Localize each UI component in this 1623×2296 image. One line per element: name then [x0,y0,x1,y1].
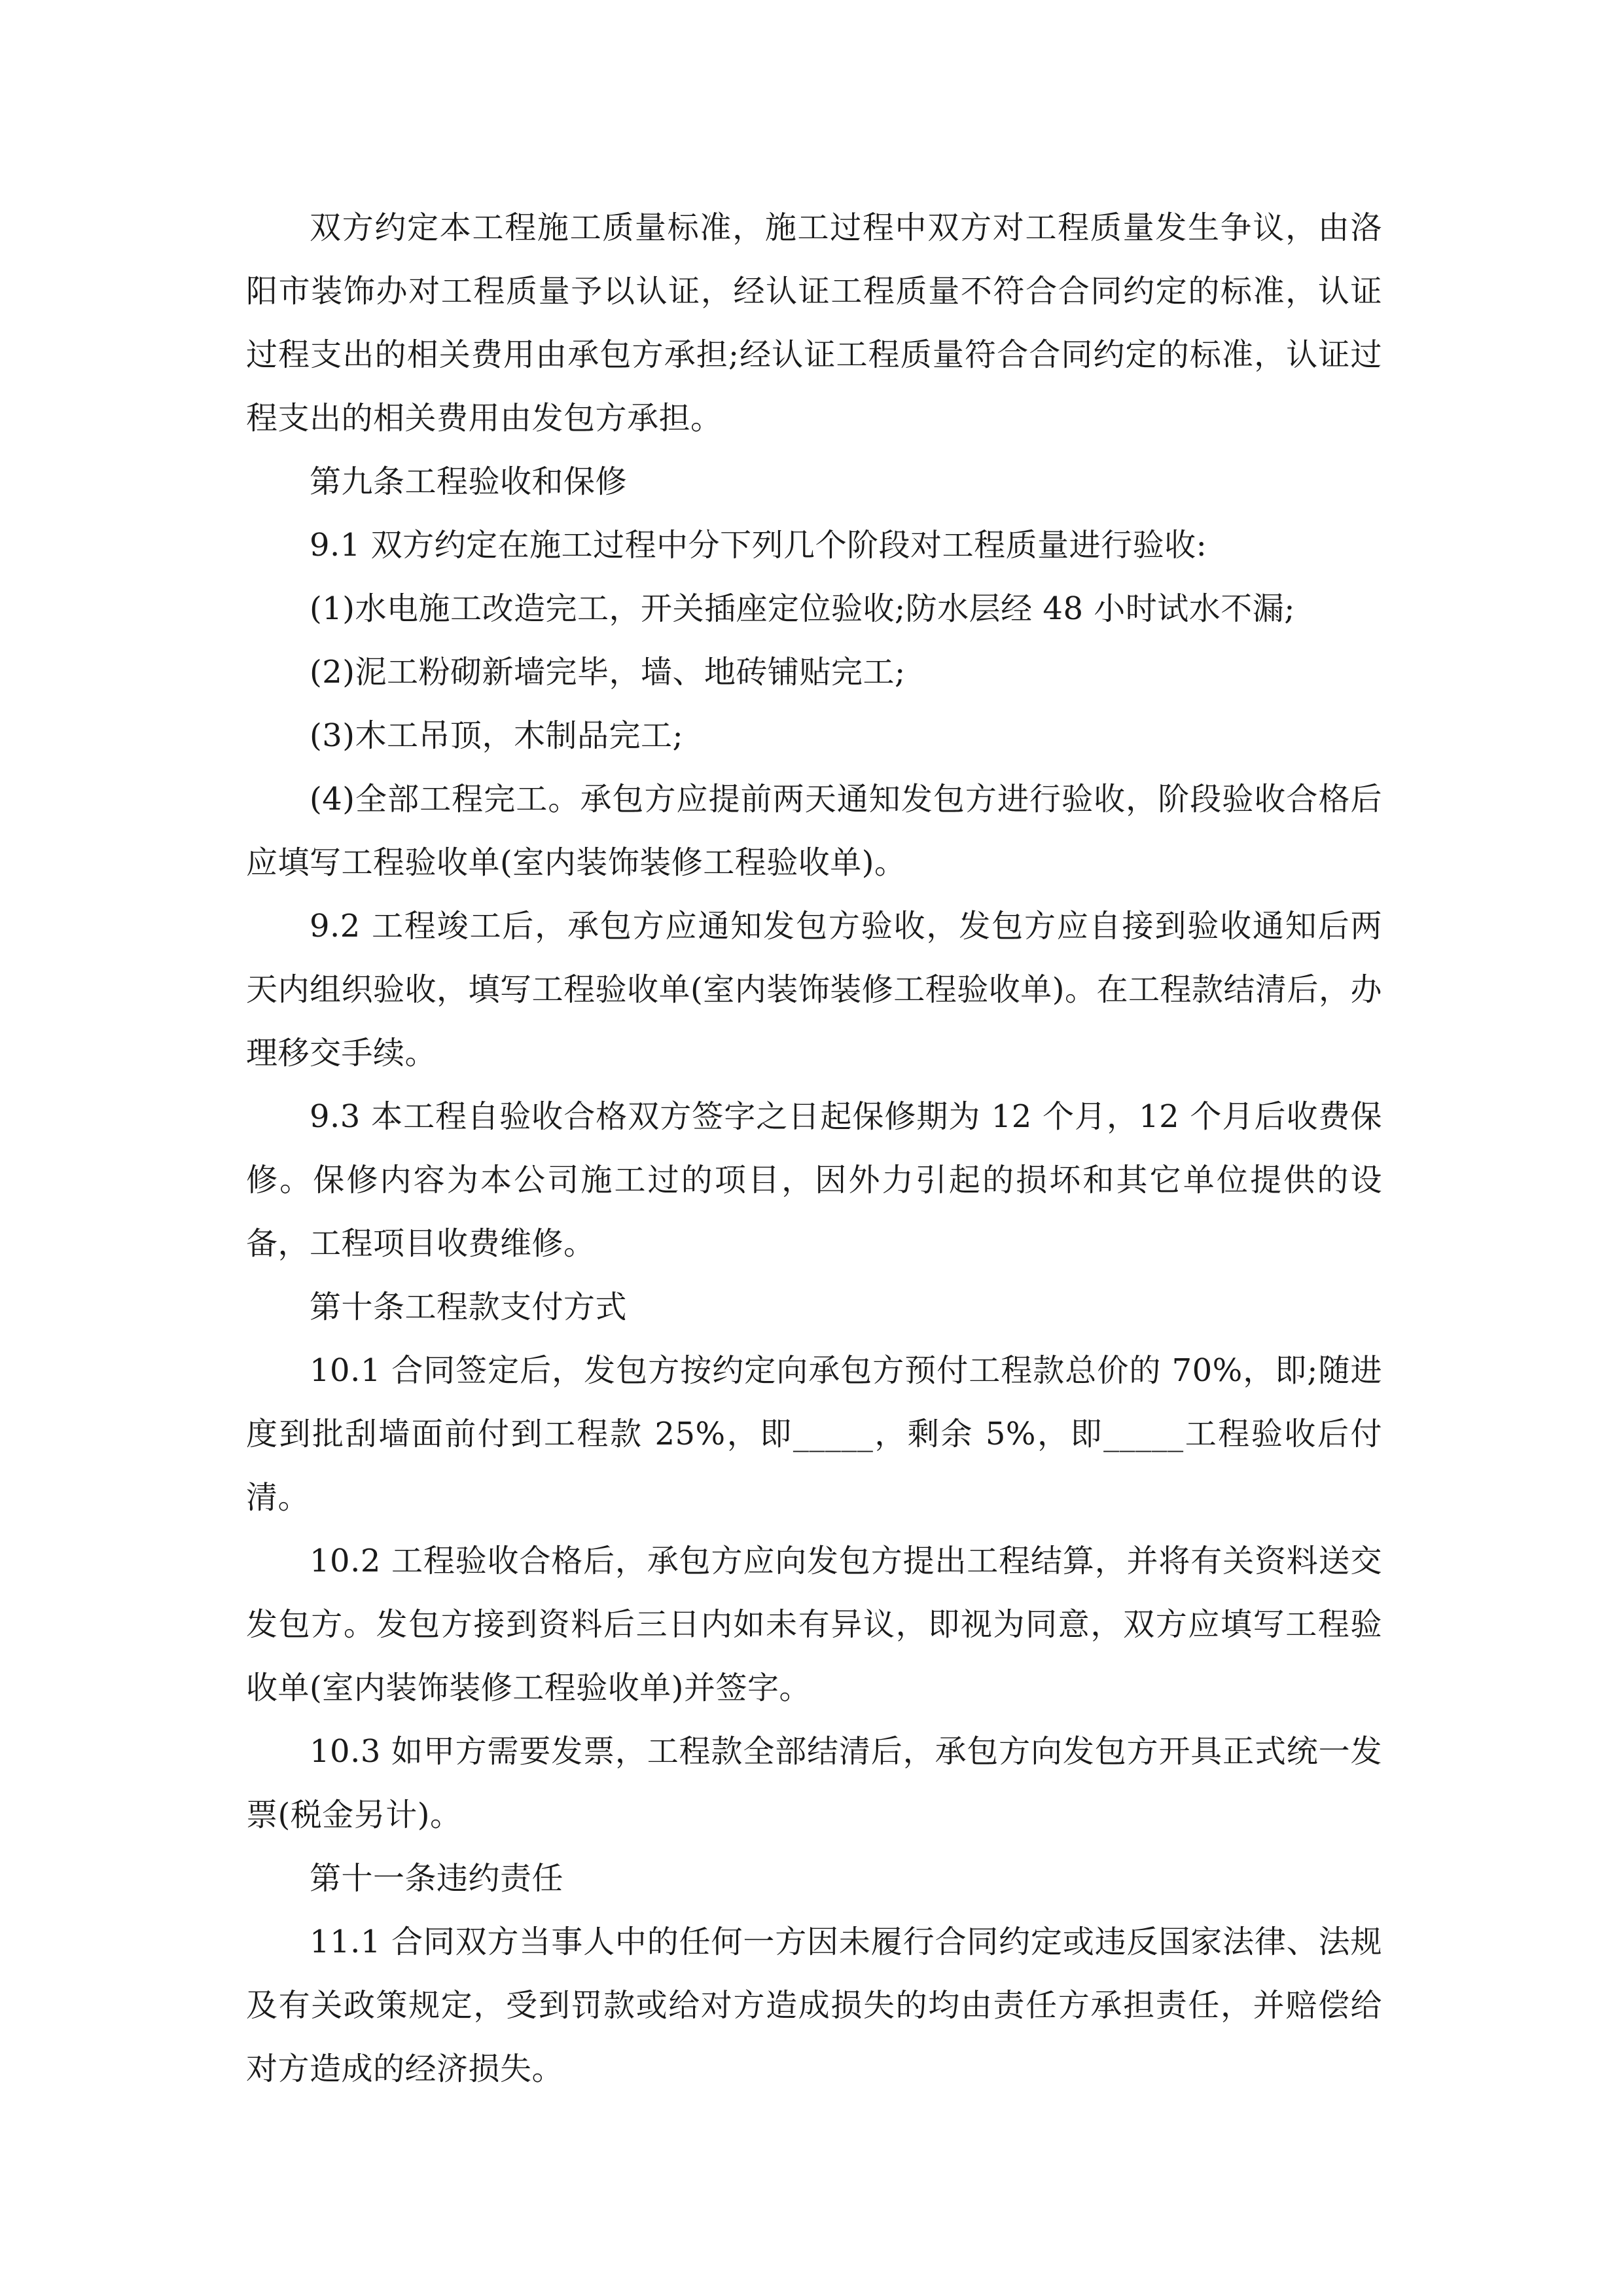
paragraph-9-2: 9.2 工程竣工后，承包方应通知发包方验收，发包方应自接到验收通知后两天内组织验收，填写工程验收单(室内装饰装修工程验收单)。在工程款结清后，办理移交手续。 [246,908,1382,1071]
list-item-stage-3: (3)木工吊顶，木制品完工; [310,717,684,754]
paragraph-10-1: 10.1 合同签定后，发包方按约定向承包方预付工程款总价的 70%，即;随进度到批刮墙面前付到工程款 25%，即_____，剩余 5%，即_____工程验收后付清。 [246,1352,1382,1516]
list-item-stage-4: (4)全部工程完工。承包方应提前两天通知发包方进行验收，阶段验收合格后应填写工程验收单(室内装饰装修工程验收单)。 [246,781,1382,881]
paragraph-quality-dispute: 双方约定本工程施工质量标准，施工过程中双方对工程质量发生争议，由洛阳市装饰办对工程质量予以认证，经认证工程质量不符合合同约定的标准，认证过程支出的相关费用由承包方承担;经认证工程质量符合合同约定的标准，认证过程支出的相关费用由发包方承担。 [246,209,1382,437]
list-item-stage-1: (1)水电施工改造完工，开关插座定位验收;防水层经 48 小时试水不漏; [310,590,1295,627]
list-item-stage-2: (2)泥工粉砌新墙完毕，墙、地砖铺贴完工; [310,654,906,691]
paragraph-9-1: 9.1 双方约定在施工过程中分下列几个阶段对工程质量进行验收: [310,527,1207,564]
section-heading-article-11: 第十一条违约责任 [310,1860,564,1897]
section-heading-article-9: 第九条工程验收和保修 [310,463,628,500]
paragraph-10-3: 10.3 如甲方需要发票，工程款全部结清后，承包方向发包方开具正式统一发票(税金另计)。 [246,1733,1382,1833]
paragraph-10-2: 10.2 工程验收合格后，承包方应向发包方提出工程结算，并将有关资料送交发包方。发包方接到资料后三日内如未有异议，即视为同意，双方应填写工程验收单(室内装饰装修工程验收单)并签字。 [246,1543,1382,1706]
section-heading-article-10: 第十条工程款支付方式 [310,1289,628,1325]
document-body [246,196,1382,2101]
paragraph-9-3: 9.3 本工程自验收合格双方签字之日起保修期为 12 个月，12 个月后收费保修。保修内容为本公司施工过的项目，因外力引起的损坏和其它单位提供的设备，工程项目收费维修。 [246,1098,1382,1262]
paragraph-11-1: 11.1 合同双方当事人中的任何一方因未履行合同约定或违反国家法律、法规及有关政策规定，受到罚款或给对方造成损失的均由责任方承担责任，并赔偿给对方造成的经济损失。 [246,1924,1382,2087]
